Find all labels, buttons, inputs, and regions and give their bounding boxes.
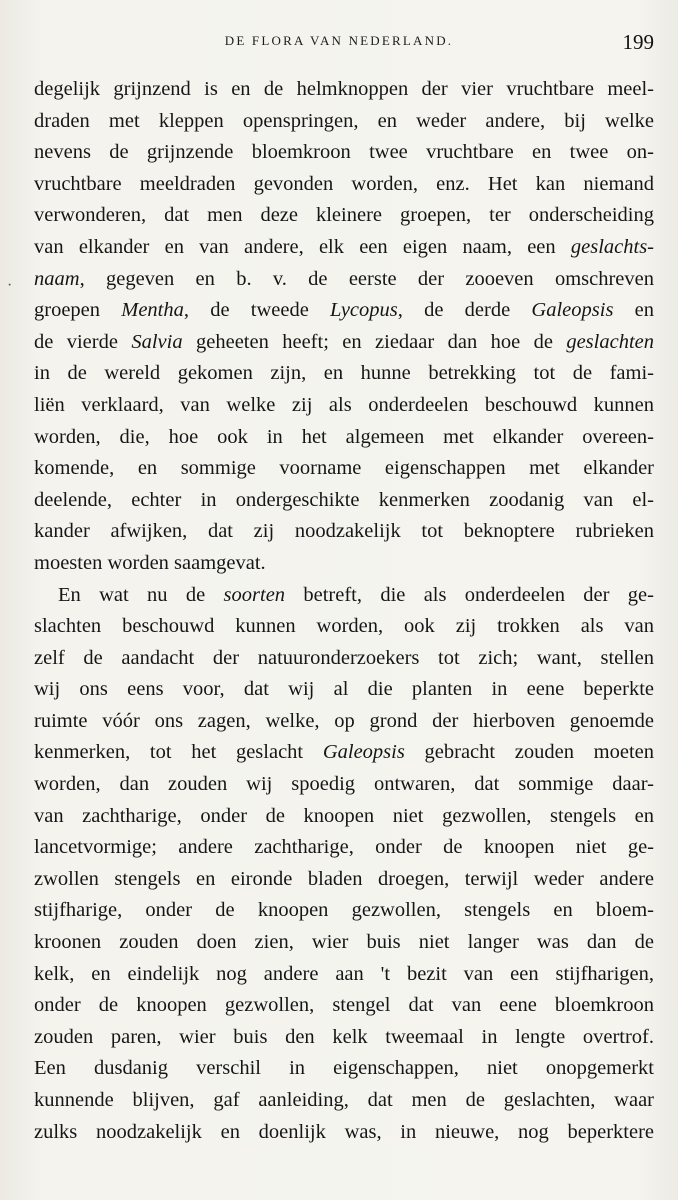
text-run: komende, en sommige voorname eigenschappen met elkander [34, 457, 654, 480]
margin-mark: · [7, 277, 13, 294]
text-line [34, 706, 654, 738]
text-run: zwollen stengels en eironde bladen droegen, terwijl weder andere [34, 867, 654, 890]
text-line [34, 390, 654, 422]
text-run: ruimte vóór ons zagen, welke, op grond der hierboven genoemde [34, 709, 654, 732]
text-run: kunnende blijven, gaf aanleiding, dat men de geslachten, waar [34, 1089, 654, 1111]
page-header [0, 30, 678, 56]
text-run: kenmerken, tot het geslacht [34, 741, 323, 764]
italic-term: Lycopus [330, 299, 398, 322]
text-line [34, 832, 654, 864]
italic-term: Galeopsis [322, 741, 405, 764]
text-run: in de wereld gekomen zijn, en hunne betrekking tot de fami- [34, 362, 654, 385]
text-run: van elkander en van andere, elk een eigen naam, een [34, 235, 571, 258]
text-line [34, 737, 654, 769]
text-line [34, 358, 654, 390]
text-line [34, 580, 654, 612]
text-run: draden met kleppen openspringen, en weder andere, bij welke [34, 109, 654, 132]
text-run: geheeten heeft; en ziedaar dan hoe de [182, 330, 567, 353]
text-run: kander afwijken, dat zij noodzakelijk tot beknoptere rubrieken [34, 520, 654, 543]
text-line [34, 1022, 654, 1054]
text-line [34, 927, 654, 959]
text-run: wij ons eens voor, dat wij al die planten in eene beperkte [34, 678, 654, 701]
text-line [34, 1117, 654, 1149]
text-line [34, 422, 654, 454]
text-run: worden, die, hoe ook in het algemeen met elkander overeen- [34, 425, 654, 448]
text-line [34, 169, 654, 201]
text-run: nevens de grijnzende bloemkroon twee vruchtbare en twee on- [34, 141, 654, 164]
text-run: betreft, die als onderdeelen der ge- [285, 583, 654, 606]
text-run: kelk, en eindelijk nog andere aan 't bezit van een stijfharigen, [34, 962, 654, 985]
text-run: zulks noodzakelijk en doenlijk was, in nieuwe, nog beperktere [34, 1120, 654, 1143]
text-run: kroonen zouden doen zien, wier buis niet langer was dan de [34, 931, 654, 954]
text-run: Een dusdanig verschil in eigenschappen, niet onopgemerkt [34, 1057, 654, 1080]
text-line [34, 200, 654, 232]
text-run: lancetvormige; andere zachtharige, onder de knoopen niet ge- [34, 836, 654, 859]
text-run: en [613, 299, 654, 322]
text-run: onder de knoopen gezwollen, stengel dat van eene bloemkroon [34, 994, 654, 1017]
body-text [34, 74, 654, 1148]
text-run: verwonderen, dat men deze kleinere groepen, ter onderscheiding [34, 204, 654, 227]
italic-term: soorten [223, 583, 286, 606]
text-line [34, 895, 654, 927]
text-line [34, 485, 654, 517]
text-line [34, 295, 654, 327]
text-line [34, 137, 654, 169]
text-line [34, 453, 654, 485]
text-line [34, 106, 654, 138]
text-run: deelende, echter in ondergeschikte kenmerken zoodanig van el- [34, 488, 654, 511]
text-line [34, 548, 654, 580]
text-run: , de derde [397, 299, 532, 322]
text-line [34, 959, 654, 991]
text-line [34, 232, 654, 264]
italic-term: geslachten [566, 330, 654, 353]
text-run: zelf de aandacht der natuuronderzoekers tot zich; want, stellen [34, 646, 654, 669]
text-run: degelijk grijnzend is en de helmknoppen der vier vruchtbare meel- [34, 78, 654, 100]
text-line [34, 801, 654, 833]
text-run: van zachtharige, onder de knoopen niet gezwollen, stengels en [34, 804, 654, 827]
text-line [34, 643, 654, 675]
text-line [34, 611, 654, 643]
page-number: 199 [622, 30, 654, 54]
text-line [34, 769, 654, 801]
italic-term: Galeopsis [531, 299, 614, 322]
running-title: DE FLORA VAN NEDERLAND. [224, 33, 454, 48]
text-run: zouden paren, wier buis den kelk tweemaal in lengte overtrof. [34, 1025, 654, 1048]
italic-term: Salvia [131, 330, 183, 353]
text-run: , de tweede [183, 299, 331, 322]
text-run: worden, dan zouden wij spoedig ontwaren, dat sommige daar- [34, 773, 654, 796]
text-line [34, 327, 654, 359]
text-run: , gegeven en b. v. de eerste der zooeven omschreven [79, 267, 654, 290]
text-line [34, 990, 654, 1022]
text-line [34, 74, 654, 106]
text-line [34, 864, 654, 896]
text-line [34, 516, 654, 548]
text-run: de vierde [34, 330, 132, 353]
text-run: slachten beschouwd kunnen worden, ook zij trokken als van [34, 615, 654, 638]
text-run: groepen [34, 299, 122, 322]
text-run: vruchtbare meeldraden gevonden worden, enz. Het kan niemand [34, 172, 654, 195]
text-run: En wat nu de [58, 583, 224, 606]
text-run: gebracht zouden moeten [404, 741, 654, 764]
italic-term: Mentha [121, 299, 184, 322]
italic-term: naam [34, 267, 80, 290]
text-run: stijfharige, onder de knoopen gezwollen, stengels en bloem- [34, 899, 654, 922]
text-line [34, 264, 654, 296]
text-line [34, 1085, 654, 1117]
text-run: moesten worden saamgevat. [34, 551, 266, 574]
text-line [34, 1053, 654, 1085]
italic-term: geslachts- [570, 235, 654, 258]
text-line [34, 674, 654, 706]
text-run: liën verklaard, van welke zij als onderdeelen beschouwd kunnen [34, 393, 654, 416]
